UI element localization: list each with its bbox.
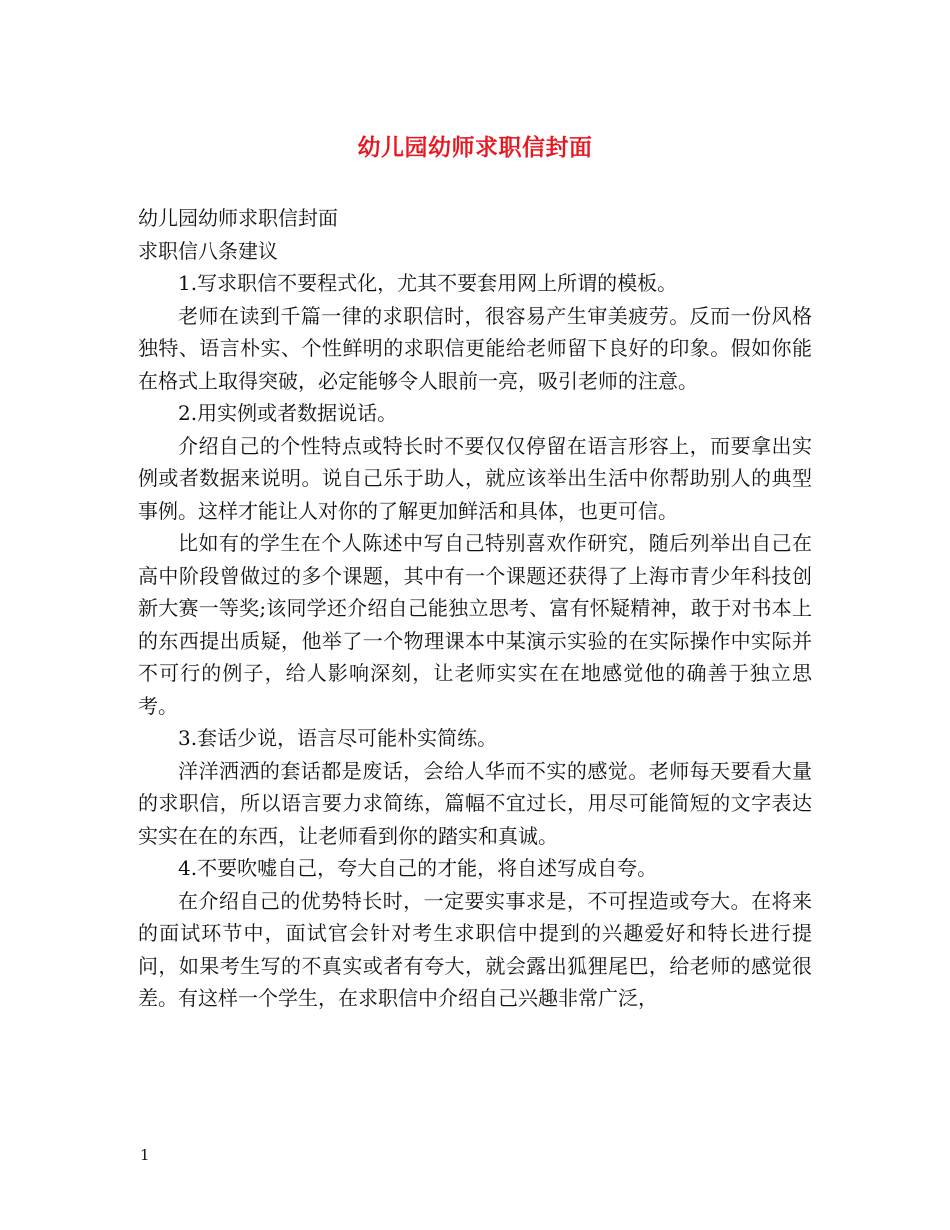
document-body	[138, 202, 812, 1015]
section-heading: 求职信八条建议	[138, 238, 278, 263]
paragraph-2: 介绍自己的个性特点或特长时不要仅仅停留在语言形容上，而要拿出实例或者数据来说明。说自己乐于助人，就应该举出生活中你帮助别人的典型事例。这样才能让人对你的了解更加鲜活和具体，也更可信。	[138, 433, 812, 523]
paragraph-3: 比如有的学生在个人陈述中写自己特别喜欢作研究，随后列举出自己在高中阶段曾做过的多个课题，其中有一个课题还获得了上海市青少年科技创新大赛一等奖;该同学还介绍自己能独立思考、富有怀疑精神，敢于对书本上的东西提出质疑，他举了一个物理课本中某演示实验的在实际操作中实际并不可行的例子，给人影响深刻，让老师实实在在地感觉他的确善于独立思考。	[138, 531, 812, 718]
tip-heading-1: 1.写求职信不要程式化，尤其不要套用网上所谓的模板。	[178, 271, 678, 295]
paragraph-5: 在介绍自己的优势特长时，一定要实事求是，不可捏造或夸大。在将来的面试环节中，面试官会针对考生求职信中提到的兴趣爱好和特长进行提问，如果考生写的不真实或者有夸大，就会露出狐狸尾巴，给老师的感觉很差。有这样一个学生，在求职信中介绍自己兴趣非常广泛，	[138, 888, 812, 1010]
tip-heading-4: 4.不要吹嘘自己，夸大自己的才能，将自述写成自夸。	[178, 856, 658, 880]
tip-heading-3: 3.套话少说，语言尽可能朴实简练。	[178, 726, 498, 750]
paragraph-4: 洋洋洒洒的套话都是废话，会给人华而不实的感觉。老师每天要看大量的求职信，所以语言要力求简练，篇幅不宜过长，用尽可能简短的文字表达实实在在的东西，让老师看到你的踏实和真诚。	[138, 758, 812, 848]
tip-heading-2: 2.用实例或者数据说话。	[178, 401, 398, 425]
paragraph-1: 老师在读到千篇一律的求职信时，很容易产生审美疲劳。反而一份风格独特、语言朴实、个性鲜明的求职信更能给老师留下良好的印象。假如你能在格式上取得突破，必定能够令人眼前一亮，吸引老师的注意。	[138, 303, 812, 393]
subtitle-line: 幼儿园幼师求职信封面	[138, 206, 338, 230]
document-title: 幼儿园幼师求职信封面	[357, 134, 593, 161]
page-number: 1	[140, 1146, 150, 1164]
